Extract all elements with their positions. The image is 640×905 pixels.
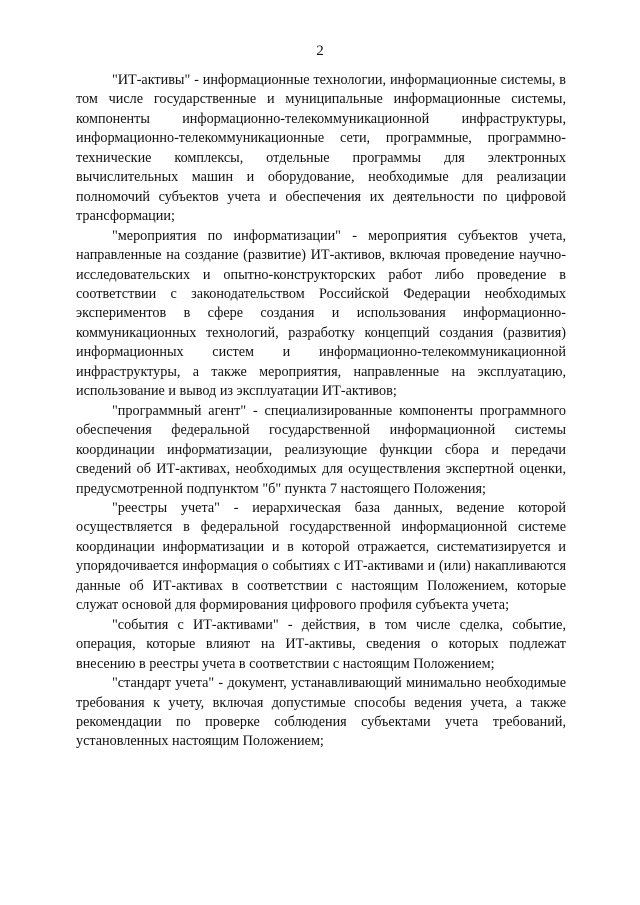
definition-accounting-standard: "стандарт учета" - документ, устанавливающий минимально необходимые требования к учету, включая допустимые способы ведения учета, а также рекомендации по проверке соблюдения субъектами учета требований, установленных настоящим Положением; — [76, 675, 566, 750]
definition-it-asset-events: "события с ИТ-активами" - действия, в том числе сделка, событие, операция, которые влияют на ИТ-активы, сведения о которых подлежат внесению в реестры учета в соответствии с настоящим Положением; — [76, 616, 566, 672]
definition-it-assets: "ИТ-активы" - информационные технологии, информационные системы, в том числе государственные и муниципальные информационные системы, компоненты информационно-телекоммуникационной инфраструктуры, информационно-телекоммуникационные сети, программные, программно-технические комплексы, отдельные программы для электронных вычислительных машин и оборудование, необходимые для реализации полномочий субъектов учета и обеспечения их деятельности по цифровой трансформации; — [76, 72, 566, 225]
definition-accounting-registers: "реестры учета" - иерархическая база данных, ведение которой осуществляется в федеральной государственной информационной системе координации информатизации и в которой отражается, систематизируется и упорядочивается информация о событиях с ИТ-активами и (или) накапливаются данные об ИТ-активах в соответствии с настоящим Положением, которые служат основой для формирования цифрового профиля субъекта учета; — [76, 499, 566, 614]
definition-informatization-measures: "мероприятия по информатизации" - мероприятия субъектов учета, направленные на создание (развитие) ИТ-активов, включая проведение научно-исследовательских и опытно-конструкторских работ либо проведение в соответствии с законодательством Российской Федерации необходимых экспериментов в сфере создания и использования информационно-коммуникационных технологий, разработку концепций создания (развития) информационных систем и информационно-телекоммуникационной инфраструктуры, а также мероприятия, направленные на эксплуатацию, использование и вывод из эксплуатации ИТ-активов; — [76, 227, 566, 400]
page-number: 2 — [316, 43, 324, 59]
document-body — [76, 71, 566, 752]
definition-software-agent: "программный агент" - специализированные компоненты программного обеспечения федеральной государственной информационной системы координации информатизации, реализующие функции сбора и передачи сведений об ИТ-активах, необходимых для осуществления экспертной оценки, предусмотренной подпунктом "б" пункта 7 настоящего Положения; — [76, 402, 566, 497]
